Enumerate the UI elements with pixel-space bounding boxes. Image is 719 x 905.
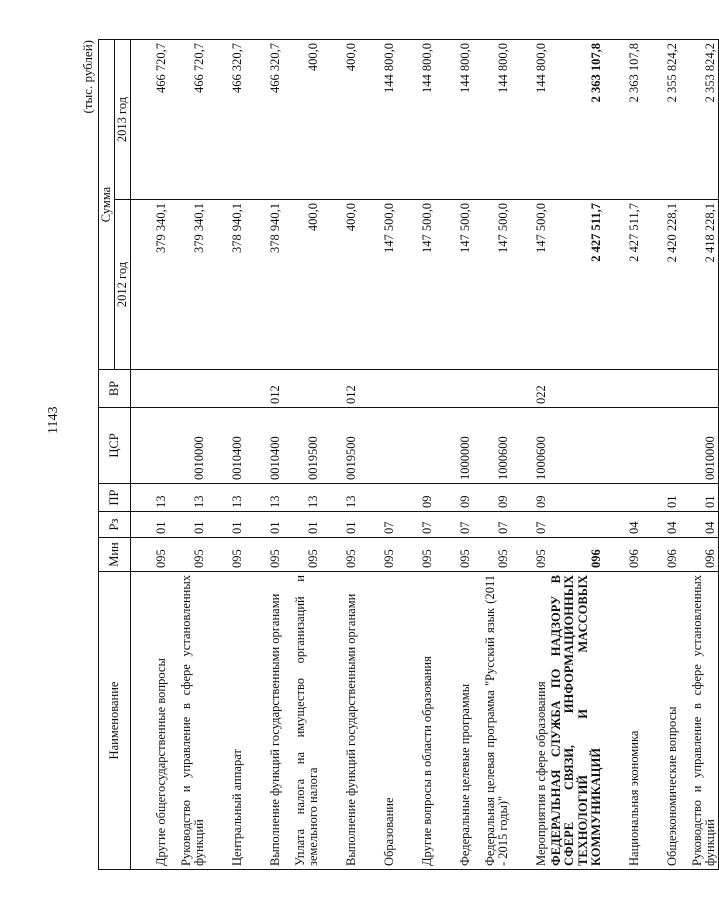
row-min: 095 [245, 538, 283, 572]
row-csr: 0010400 [207, 408, 245, 484]
row-pr: 09 [435, 484, 473, 512]
row-csr [642, 408, 680, 484]
row-2013: 2 353 824,2 [680, 40, 719, 200]
row-vr [359, 370, 397, 408]
row-rz: 07 [397, 512, 435, 538]
row-vr [169, 370, 207, 408]
row-2013: 144 800,0 [473, 40, 511, 200]
page-number: 1143 [46, 406, 61, 434]
row-name: Выполнение функций государственными органами [245, 572, 283, 870]
row-min: 095 [207, 538, 245, 572]
row-2012: 378 940,1 [245, 200, 283, 370]
row-2013: 466 720,7 [169, 40, 207, 200]
table-row [604, 40, 642, 870]
row-min: 095 [283, 538, 321, 572]
row-min: 095 [473, 538, 511, 572]
row-vr [435, 370, 473, 408]
row-csr: 1000000 [435, 408, 473, 484]
row-2012: 147 500,0 [473, 200, 511, 370]
budget-table [98, 39, 719, 870]
row-rz: 01 [283, 512, 321, 538]
row-pr: 13 [169, 484, 207, 512]
table-row [245, 40, 283, 870]
row-rz [549, 512, 604, 538]
row-vr [680, 370, 719, 408]
table-row [511, 40, 549, 870]
row-min: 095 [435, 538, 473, 572]
row-name: Федеральная целевая программа "Русский язык (2011 - 2015 годы)" [473, 572, 511, 870]
table-body [131, 40, 719, 870]
row-vr: 022 [511, 370, 549, 408]
row-2012: 147 500,0 [359, 200, 397, 370]
row-vr: 012 [321, 370, 359, 408]
table-row [435, 40, 473, 870]
header-sum: Сумма [99, 40, 115, 370]
row-name: Другие общегосударственные вопросы [131, 572, 170, 870]
row-name: Мероприятия в сфере образования [511, 572, 549, 870]
header-csr: ЦСР [99, 408, 131, 484]
row-pr: 09 [473, 484, 511, 512]
row-name: Уплата налога на имущество организаций и земельного налога [283, 572, 321, 870]
row-2012: 379 340,1 [169, 200, 207, 370]
row-vr [131, 370, 170, 408]
table-row [397, 40, 435, 870]
row-csr [397, 408, 435, 484]
row-name: Общеэкономические вопросы [642, 572, 680, 870]
row-pr: 13 [207, 484, 245, 512]
row-2012: 2 420 228,1 [642, 200, 680, 370]
row-name: Руководство и управление в сфере установленных функций [680, 572, 719, 870]
row-csr: 0019500 [283, 408, 321, 484]
row-name: ФЕДЕРАЛЬНАЯ СЛУЖБА ПО НАДЗОРУ В СФЕРЕ СВЯЗИ, ИНФОРМАЦИОННЫХ ТЕХНОЛОГИЙ И МАССОВЫХ КОММУНИКАЦИЙ [549, 572, 604, 870]
row-2013: 2 363 107,8 [604, 40, 642, 200]
row-2012: 379 340,1 [131, 200, 170, 370]
row-min: 095 [131, 538, 170, 572]
row-vr [604, 370, 642, 408]
row-pr: 13 [321, 484, 359, 512]
row-rz: 01 [131, 512, 170, 538]
row-vr [549, 370, 604, 408]
header-vr: ВР [99, 370, 131, 408]
row-pr: 09 [511, 484, 549, 512]
header-min: Мин [99, 538, 131, 572]
row-csr [604, 408, 642, 484]
row-2013: 144 800,0 [435, 40, 473, 200]
row-2012: 400,0 [283, 200, 321, 370]
header-name: Наименование [99, 572, 131, 870]
row-min: 095 [397, 538, 435, 572]
row-2013: 400,0 [283, 40, 321, 200]
row-2012: 378 940,1 [207, 200, 245, 370]
row-csr: 1000600 [473, 408, 511, 484]
row-csr [131, 408, 170, 484]
row-min: 096 [680, 538, 719, 572]
table-row [131, 40, 170, 870]
row-2013: 466 320,7 [245, 40, 283, 200]
row-name: Другие вопросы в области образования [397, 572, 435, 870]
row-2013: 466 720,7 [131, 40, 170, 200]
row-pr [359, 484, 397, 512]
row-pr: 09 [397, 484, 435, 512]
row-vr [283, 370, 321, 408]
row-min: 095 [321, 538, 359, 572]
table-row [549, 40, 604, 870]
row-rz: 04 [642, 512, 680, 538]
row-2012: 147 500,0 [397, 200, 435, 370]
row-2012: 2 418 228,1 [680, 200, 719, 370]
row-rz: 07 [511, 512, 549, 538]
row-csr: 0010000 [169, 408, 207, 484]
row-2013: 144 800,0 [359, 40, 397, 200]
row-vr [397, 370, 435, 408]
row-2013: 2 355 824,2 [642, 40, 680, 200]
table-row [680, 40, 719, 870]
table-row [473, 40, 511, 870]
row-2012: 2 427 511,7 [549, 200, 604, 370]
row-name: Руководство и управление в сфере установленных функций [169, 572, 207, 870]
row-rz: 07 [473, 512, 511, 538]
row-name: Выполнение функций государственными органами [321, 572, 359, 870]
table-row [169, 40, 207, 870]
row-2013: 2 363 107,8 [549, 40, 604, 200]
row-pr [549, 484, 604, 512]
row-pr: 01 [642, 484, 680, 512]
row-2012: 147 500,0 [435, 200, 473, 370]
row-csr: 0019500 [321, 408, 359, 484]
row-vr [473, 370, 511, 408]
row-csr: 0010000 [680, 408, 719, 484]
rotated-page [80, 40, 717, 870]
table-row [359, 40, 397, 870]
row-name: Национальная экономика [604, 572, 642, 870]
row-vr: 012 [245, 370, 283, 408]
header-rz: Рз [99, 512, 131, 538]
row-rz: 07 [359, 512, 397, 538]
row-rz: 04 [604, 512, 642, 538]
row-2013: 400,0 [321, 40, 359, 200]
row-2013: 466 320,7 [207, 40, 245, 200]
row-name: Образование [359, 572, 397, 870]
row-2012: 2 427 511,7 [604, 200, 642, 370]
row-name: Федеральные целевые программы [435, 572, 473, 870]
header-2012: 2012 год [115, 200, 131, 370]
row-pr: 13 [283, 484, 321, 512]
row-min: 096 [642, 538, 680, 572]
row-min: 095 [359, 538, 397, 572]
row-rz: 01 [245, 512, 283, 538]
row-min: 095 [511, 538, 549, 572]
row-rz: 04 [680, 512, 719, 538]
table-row [207, 40, 245, 870]
row-rz: 07 [435, 512, 473, 538]
row-min: 096 [549, 538, 604, 572]
row-min: 095 [169, 538, 207, 572]
row-2013: 144 800,0 [397, 40, 435, 200]
row-csr [359, 408, 397, 484]
row-min: 096 [604, 538, 642, 572]
row-vr [207, 370, 245, 408]
row-pr: 13 [245, 484, 283, 512]
row-pr: 13 [131, 484, 170, 512]
row-csr [549, 408, 604, 484]
table-row [283, 40, 321, 870]
table-row [321, 40, 359, 870]
row-pr [604, 484, 642, 512]
row-2012: 400,0 [321, 200, 359, 370]
row-name: Центральный аппарат [207, 572, 245, 870]
row-2012: 147 500,0 [511, 200, 549, 370]
row-2013: 144 800,0 [511, 40, 549, 200]
units-note: (тыс. рублей) [80, 40, 95, 114]
row-rz: 01 [169, 512, 207, 538]
header-2013: 2013 год [115, 40, 131, 200]
row-vr [642, 370, 680, 408]
row-csr: 1000600 [511, 408, 549, 484]
header-pr: ПР [99, 484, 131, 512]
row-rz: 01 [321, 512, 359, 538]
row-pr: 01 [680, 484, 719, 512]
table-row [642, 40, 680, 870]
row-csr: 0010400 [245, 408, 283, 484]
row-rz: 01 [207, 512, 245, 538]
